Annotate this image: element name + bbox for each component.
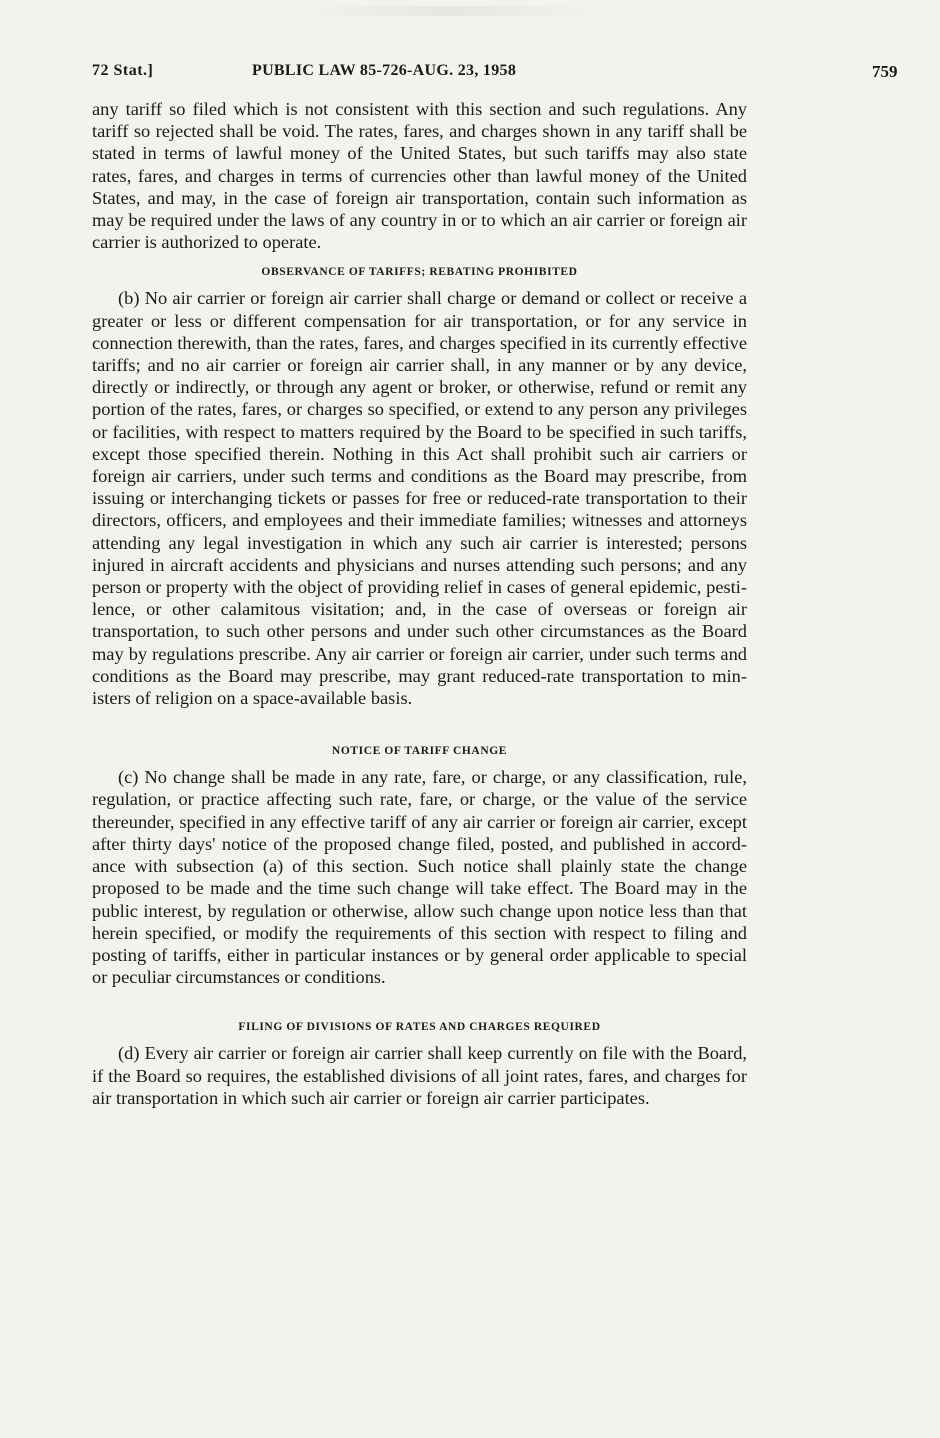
document-page xyxy=(92,58,898,1109)
scan-smudge xyxy=(300,6,600,16)
section-heading-notice: NOTICE OF TARIFF CHANGE xyxy=(331,745,508,758)
section-d-paragraph: (d) Every air carrier or foreign air carrier shall keep currently on file with the Board, if the Board so requires, the established divisions of all joint rates, fares, and charges for air transportation in which such air carrier or foreign air carrier participates. xyxy=(92,1043,747,1108)
law-title: PUBLIC LAW 85-726-AUG. 23, 1958 xyxy=(252,62,517,79)
section-heading-divisions: FILING OF DIVISIONS OF RATES AND CHARGES REQUIRED xyxy=(238,1021,601,1034)
section-b-paragraph: (b) No air carrier or foreign air carrier shall charge or demand or collect or receive a greater or less or different compensation for air transportation, or for any service in connection therewith, than the rates, fares, and charges specified in its currently effective tariffs; and no air carrier or foreign air carrier shall, in any manner or by any device, directly or indirectly, or through any agent or broker, or otherwise, refund or remit any portion of the rates, fares, or charges so specified, or extend to any person any privileges or facilities, with respect to matters required by the Board to be specified in such tariffs, except those specified therein. Nothing in this Act shall prohibit such air carriers or foreign air carriers, under such terms and conditions as the Board may prescribe, from issuing or interchanging tickets or passes for free or reduced-rate transportation to their directors, officers, and employees and their immediate families; witnesses and attorneys attending any legal investigation in which any such air carrier is interested; persons injured in aircraft accidents and physicians and nurses attending such persons; and any person or property with the object of providing relief in cases of general epidemic, pestilence, or other calamitous visitation; and, in the case of overseas or foreign air transportation, to such other persons and under such other circumstances as the Board may by regulations prescribe. Any air carrier or foreign air carrier, under such terms and conditions as the Board may prescribe, may grant reduced-rate transportation to ministers of religion on a space-available basis. xyxy=(92,288,747,709)
volume-citation: 72 Stat.] xyxy=(92,62,154,79)
page-number: 759 xyxy=(872,62,898,81)
section-heading-observance: OBSERVANCE OF TARIFFS; REBATING PROHIBITED xyxy=(261,266,578,279)
running-head xyxy=(92,58,898,88)
continuation-paragraph: any tariff so filed which is not consistent with this section and such regulations. Any tariff so rejected shall be void. The rates, fares, and charges shown in any tariff shall be stated in terms of lawful money of the United States, but such tariffs may also state rates, fares, and charges in terms of currencies other than lawful money of the United States, and may, in the case of foreign air transportation, contain such information as may be required under the laws of any country in or to which an air carrier or foreign air carrier is authorized to operate. xyxy=(92,99,747,253)
section-c-paragraph: (c) No change shall be made in any rate, fare, or charge, or any classification, rule, regulation, or practice affecting such rate, fare, or charge, or the value of the service thereunder, specified in any effective tariff of any air carrier or foreign air carrier, except after thirty days' notice of the proposed change filed, posted, and published in accordance with subsection (a) of this section. Such notice shall plainly state the change proposed to be made and the time such change will take effect. The Board may in the public interest, by regulation or otherwise, allow such change upon notice less than that herein specified, or modify the requirements of this section with respect to filing and posting of tariffs, either in particular instances or by general order applicable to special or peculiar circumstances or conditions. xyxy=(92,767,747,988)
